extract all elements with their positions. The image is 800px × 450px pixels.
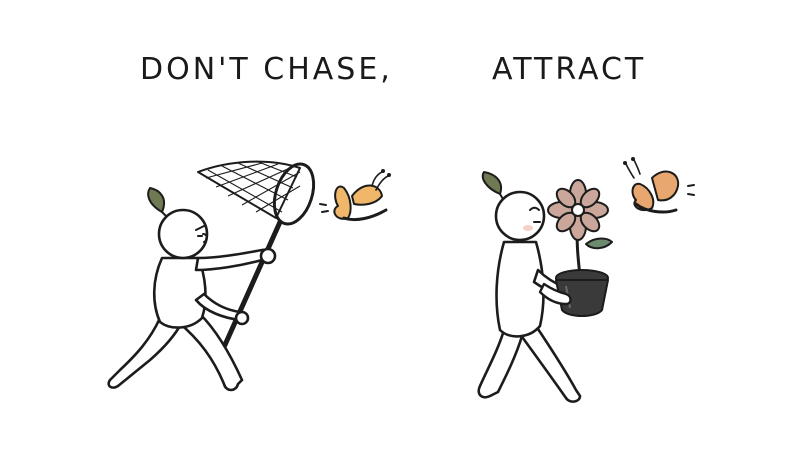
right-scene (479, 157, 694, 402)
butterfly-icon (623, 157, 694, 212)
butterfly-icon (320, 169, 391, 220)
caption-attract: ATTRACT (492, 52, 647, 87)
person-running-icon (109, 210, 275, 390)
left-scene (109, 159, 391, 390)
caption-dont-chase: DON'T CHASE, (140, 52, 393, 87)
